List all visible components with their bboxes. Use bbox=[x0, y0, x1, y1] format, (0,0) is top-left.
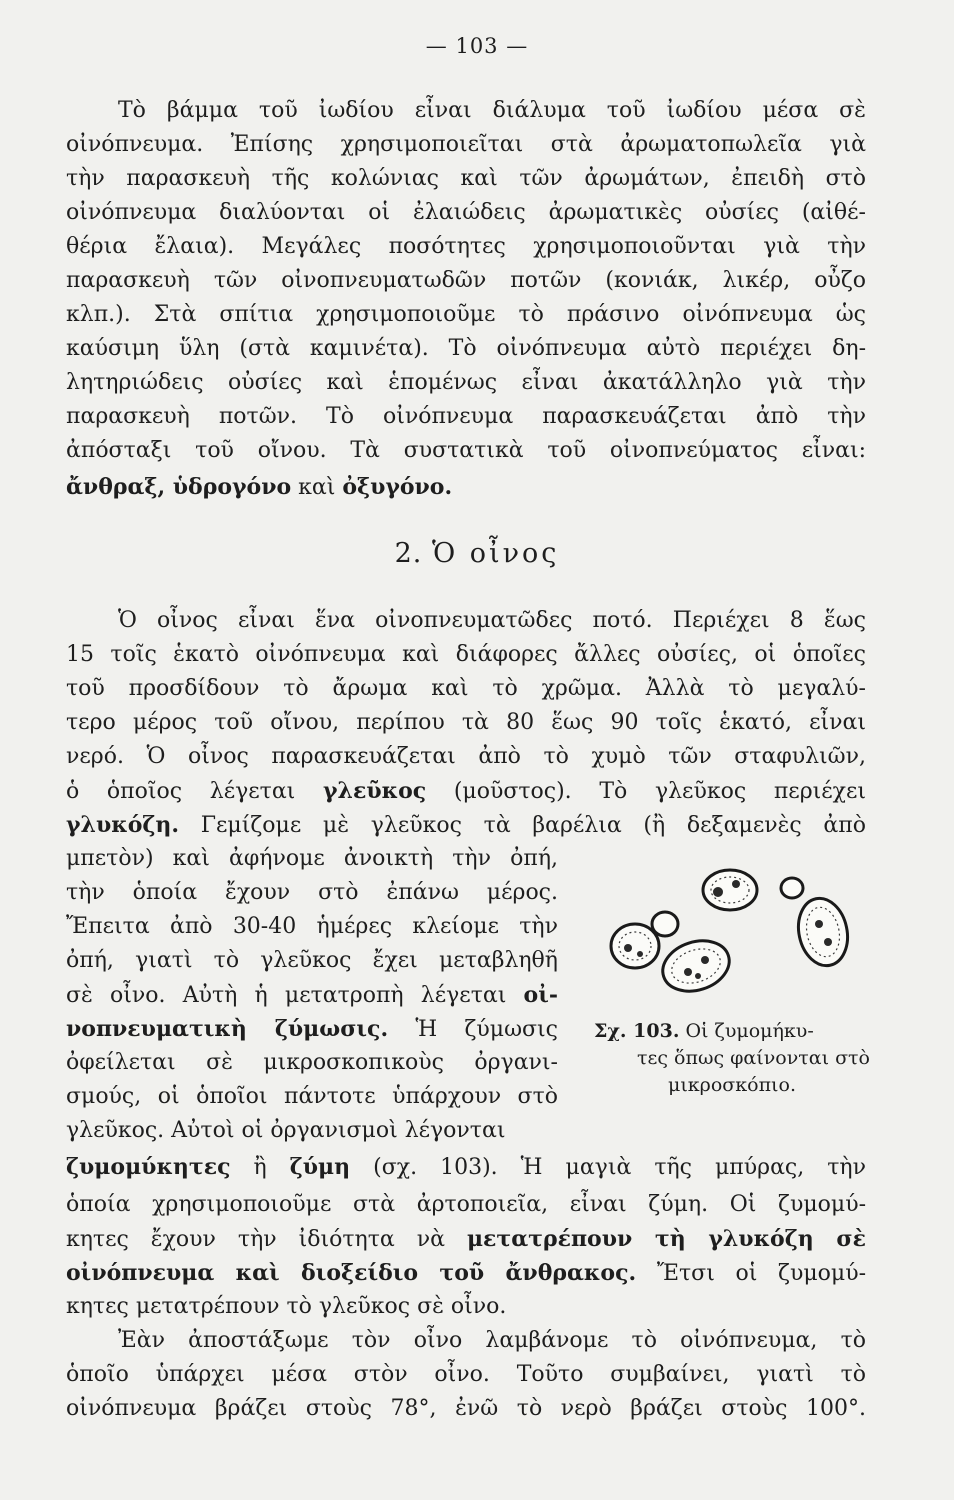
text-line bbox=[66, 978, 558, 1012]
text-line: παρασκευὴ τῶν οἰνοπνευματωδῶν ποτῶν (κονιάκ, λικέρ, οὖζο bbox=[66, 268, 866, 293]
text-line: τὴν παρασκευὴ τῆς κολώνιας καὶ τῶν ἀρωμάτων, ἐπειδὴ στὸ bbox=[66, 166, 866, 191]
caption-text: Οἱ ζυμομήκυ- bbox=[679, 1020, 814, 1042]
caption-text: μικροσκόπιο. bbox=[668, 1074, 796, 1096]
text-line: Ὁ οἶνος εἶναι ἕνα οἰνοπνευματῶδες ποτό. Περιέχει 8 ἕως bbox=[118, 608, 866, 633]
text-line bbox=[66, 1222, 866, 1256]
text-line: οἰνόπνευμα. Ἐπίσης χρησιμοποιεῖται στὰ ἀρωματοπωλεῖα γιὰ bbox=[66, 132, 866, 157]
term-gleukos: γλεῦκος bbox=[323, 778, 427, 804]
text-line: κητες μετατρέπουν τὸ γλεῦκος σὲ οἶνο. bbox=[66, 1294, 507, 1319]
text-line: 15 τοῖς ἑκατὸ οἰνόπνευμα καὶ διάφορες ἄλλες οὐσίες, οἱ ὁποῖες bbox=[66, 642, 866, 667]
text-line bbox=[66, 1256, 866, 1290]
text-line: θέρια ἔλαια). Μεγάλες ποσότητες χρησιμοποιοῦνται γιὰ τὴν bbox=[66, 234, 866, 259]
text-line: οἰνόπνευμα βράζει στοὺς 78°, ἐνῶ τὸ νερὸ βράζει στοὺς 100°. bbox=[66, 1396, 866, 1421]
term-yeast-fungi: ζυμομύκητες bbox=[66, 1154, 231, 1180]
text-span: ὁ ὁποῖος λέγεται bbox=[66, 779, 323, 804]
text-line bbox=[66, 774, 866, 808]
text-line: λητηριώδεις οὐσίες καὶ ἑπομένως εἶναι ἀκατάλληλο γιὰ τὴν bbox=[66, 370, 866, 395]
section-title: Ὁ οἶνος bbox=[431, 538, 560, 569]
term-glucose: γλυκόζη. bbox=[66, 812, 180, 838]
text-line bbox=[66, 808, 866, 842]
text-span: σὲ οἶνο. Αὐτὴ ἡ μετατροπὴ λέγεται bbox=[66, 983, 524, 1008]
term-fermentation-part: οἰ- bbox=[523, 982, 558, 1008]
text-line: τὴν ὁποία ἔχουν στὸ ἐπάνω μέρος. bbox=[66, 880, 558, 905]
term-fermentation: νοπνευματικὴ ζύμωσις. bbox=[66, 1016, 389, 1042]
text-line: ὀφείλεται σὲ μικροσκοπικοὺς ὀργανι- bbox=[66, 1050, 558, 1075]
text-line: παρασκευὴ ποτῶν. Τὸ οἰνόπνευμα παρασκευάζεται ἀπὸ τὴν bbox=[66, 404, 866, 429]
text-span: ἢ bbox=[230, 1155, 290, 1180]
text-span: Γεμίζομε μὲ γλεῦκος τὰ βαρέλια (ἢ δεξαμενὲς ἀπὸ bbox=[179, 813, 866, 838]
text-line: οἰνόπνευμα διαλύονται οἱ ἐλαιώδεις ἀρωματικὲς οὐσίες (αἰθέ- bbox=[66, 200, 866, 225]
figure-label: Σχ. 103. bbox=[594, 1020, 680, 1042]
text-span: κητες ἔχουν τὴν ἰδιότητα νὰ bbox=[66, 1227, 467, 1252]
term-yeast: ζύμη bbox=[289, 1154, 351, 1180]
elements-and: καὶ bbox=[291, 475, 343, 500]
text-line: ἀπόσταξι τοῦ οἴνου. Τὰ συστατικὰ τοῦ οἰνοπνεύματος εἶναι: bbox=[66, 438, 866, 463]
yeast-cells-illustration-icon bbox=[600, 868, 870, 1018]
text-line: καύσιμη ὕλη (στὰ καμινέτα). Τὸ οἰνόπνευμα αὐτὸ περιέχει δη- bbox=[66, 336, 866, 361]
text-line: ὁποία χρησιμοποιοῦμε στὰ ἀρτοποιεῖα, εἶναι ζύμη. Οἱ ζυμομύ- bbox=[66, 1192, 866, 1217]
elements-bold: ἄνθραξ, ὑδρογόνο bbox=[66, 474, 292, 500]
section-number: 2. bbox=[394, 538, 423, 569]
text-line: κλπ.). Στὰ σπίτια χρησιμοποιοῦμε τὸ πράσινο οἰνόπνευμα ὡς bbox=[66, 302, 866, 327]
elements-last: ὀξυγόνο. bbox=[342, 474, 453, 500]
text-span: (σχ. 103). Ἡ μαγιὰ τῆς μπύρας, τὴν bbox=[350, 1155, 866, 1180]
term-conversion: μετατρέπουν τὴ γλυκόζη σὲ bbox=[466, 1226, 866, 1252]
text-line: γλεῦκος. Αὐτοὶ οἱ ὀργανισμοὶ λέγονται bbox=[66, 1118, 506, 1143]
elements-line bbox=[66, 470, 866, 504]
text-span: Ἔτσι οἱ ζυμομύ- bbox=[636, 1261, 866, 1286]
text-line: μπετὸν) καὶ ἀφήνομε ἀνοικτὴ τὴν ὀπή, bbox=[66, 846, 558, 871]
text-line: τοῦ προσδίδουν τὸ ἄρωμα καὶ τὸ χρῶμα. Ἀλλὰ τὸ μεγαλύ- bbox=[66, 676, 866, 701]
term-conversion-products: οἰνόπνευμα καὶ διοξείδιο τοῦ ἄνθρακος. bbox=[66, 1260, 637, 1286]
text-span: Ἡ ζύμωσις bbox=[388, 1017, 558, 1042]
text-line: σμούς, οἱ ὁποῖοι πάντοτε ὑπάρχουν στὸ bbox=[66, 1084, 558, 1109]
text-line: ὀπή, γιατὶ τὸ γλεῦκος ἔχει μεταβληθῆ bbox=[66, 948, 558, 973]
text-line: νερό. Ὁ οἶνος παρασκευάζεται ἀπὸ τὸ χυμὸ τῶν σταφυλιῶν, bbox=[66, 744, 866, 769]
text-line bbox=[66, 1012, 558, 1046]
figure-caption bbox=[594, 1018, 870, 1099]
text-line: Ἐὰν ἀποστάξωμε τὸν οἶνο λαμβάνομε τὸ οἰνόπνευμα, τὸ bbox=[118, 1328, 866, 1353]
caption-text: τες ὅπως φαίνονται στὸ bbox=[636, 1047, 870, 1069]
page-number: — 103 — bbox=[425, 34, 529, 58]
text-line bbox=[66, 1150, 866, 1184]
section-heading bbox=[0, 538, 954, 569]
text-line: τερο μέρος τοῦ οἴνου, περίπου τὰ 80 ἕως 90 τοῖς ἑκατό, εἶναι bbox=[66, 710, 866, 735]
text-line: Τὸ βάμμα τοῦ ἰωδίου εἶναι διάλυμα τοῦ ἰωδίου μέσα σὲ bbox=[118, 98, 866, 123]
text-line: ὁποῖο ὑπάρχει μέσα στὸν οἶνο. Τοῦτο συμβαίνει, γιατὶ τὸ bbox=[66, 1362, 866, 1387]
text-line: Ἔπειτα ἀπὸ 30-40 ἡμέρες κλείομε τὴν bbox=[66, 914, 558, 939]
text-span: (μοῦστος). Τὸ γλεῦκος περιέχει bbox=[426, 779, 867, 804]
